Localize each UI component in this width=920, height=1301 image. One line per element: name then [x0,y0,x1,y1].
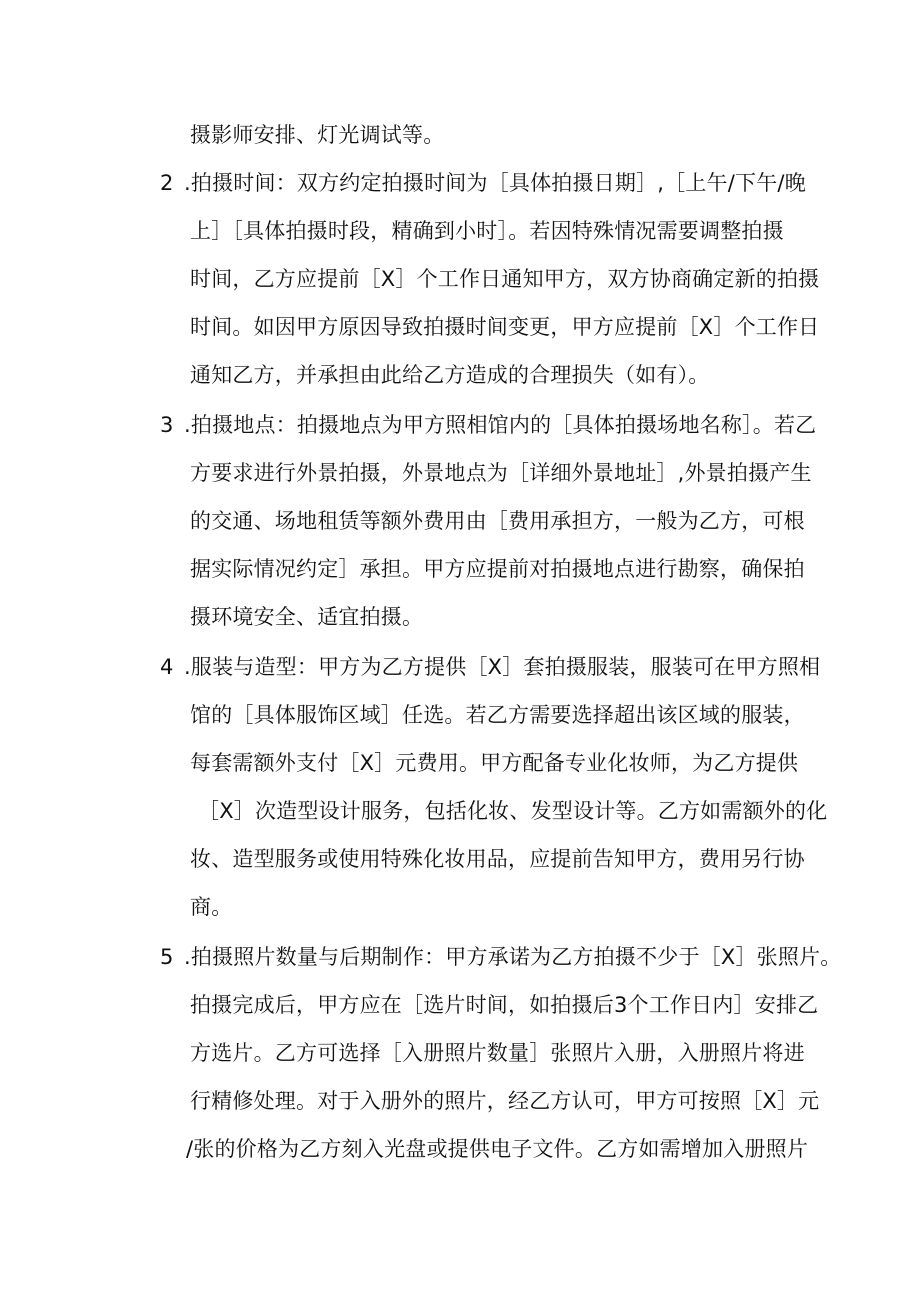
clause-line: 妆、造型服务或使用特殊化妆用品，应提前告知甲方，费用另行协 [190,847,805,871]
clause-line: 行精修处理。对于入册外的照片，经乙方认可，甲方可按照［X］元 [190,1089,820,1113]
clause-line: 的交通、场地租赁等额外费用由［费用承担方，一般为乙方，可根 [190,509,805,533]
clause-number: 3 [160,413,174,437]
clause-line: ［X］次造型设计服务，包括化妆、发型设计等。乙方如需额外的化 [198,799,828,823]
clause-line: 通知乙方，并承担由此给乙方造成的合理损失（如有）。 [190,363,710,387]
clause-line: 时间，乙方应提前［X］个工作日通知甲方，双方协商确定新的拍摄 [190,267,820,291]
clause-number: 4 [160,655,174,679]
clause-line: .拍摄时间：双方约定拍摄时间为［具体拍摄日期］,［上午/下午/晚 [184,171,806,195]
clause-line: .服装与造型：甲方为乙方提供［X］套拍摄服装，服装可在甲方照相 [184,655,821,679]
clause-line: 馆的［具体服饰区域］任选。若乙方需要选择超出该区域的服装， [190,703,805,727]
clause-line: 摄环境安全、适宜拍摄。 [190,605,424,629]
clause-number: 2 [160,171,174,195]
clause-line: .拍摄地点：拍摄地点为甲方照相馆内的［具体拍摄场地名称］。若乙 [184,413,817,437]
clause-number: 5 [160,945,174,969]
clause-line: 时间。如因甲方原因导致拍摄时间变更，甲方应提前［X］个工作日 [190,315,820,339]
clause-line: 方要求进行外景拍摄，外景地点为［详细外景地址］,外景拍摄产生 [190,461,812,485]
clause-line: /张的价格为乙方刻入光盘或提供电子文件。乙方如需增加入册照片 [186,1137,809,1161]
intro-line: 摄影师安排、灯光调试等。 [190,123,445,147]
clause-line: 拍摄完成后，甲方应在［选片时间，如拍摄后3个工作日内］安排乙 [190,993,819,1017]
clause-line: 上］［具体拍摄时段，精确到小时］。若因特殊情况需要调整拍摄 [190,219,784,243]
clause-line: 方选片。乙方可选择［入册照片数量］张照片入册，入册照片将进 [190,1041,805,1065]
clause-line: 商。 [190,895,233,919]
clause-line: 据实际情况约定］承担。甲方应提前对拍摄地点进行勘察，确保拍 [190,557,805,581]
clause-line: 每套需额外支付［X］元费用。甲方配备专业化妆师，为乙方提供 [190,751,799,775]
clause-line: .拍摄照片数量与后期制作：甲方承诺为乙方拍摄不少于［X］张照片。 [184,945,842,969]
